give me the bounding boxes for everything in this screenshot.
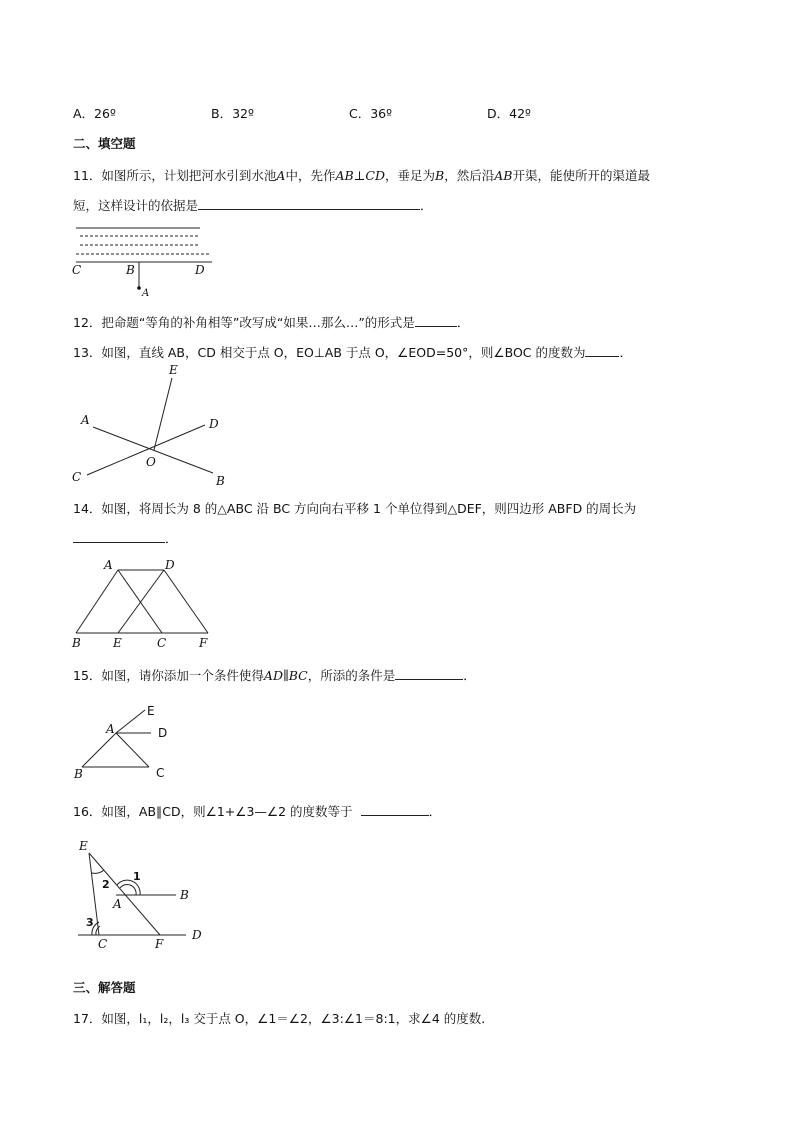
q13-text: 13．如图，直线 AB，CD 相交于点 O，EO⊥AB 于点 O，∠EOD=50°，则∠BOC 的度数为	[73, 345, 586, 360]
q12-text: 12．把命题“等角的补角相等”改写成“如果…那么…”的形式是	[73, 315, 415, 330]
q15-period: ．	[463, 668, 476, 683]
q15-label-c: C	[156, 766, 165, 780]
q16-label-f: F	[155, 937, 164, 951]
q11-foot: B	[435, 168, 445, 183]
q15-text-a: 15．如图，请你添加一个条件使得	[73, 668, 264, 683]
q15-relation: AD∥BC	[263, 668, 308, 683]
q14-line1: 14．如图，将周长为 8 的△ABC 沿 BC 方向向右平移 1 个单位得到△DEF，则四边形 ABFD 的周长为	[73, 501, 637, 516]
q14-period: ．	[165, 531, 178, 546]
q11-label-c: C	[72, 263, 82, 277]
q11-text-c: ，垂足为	[385, 168, 436, 183]
q11-label-a: A	[142, 288, 150, 299]
q14-label-a: A	[104, 558, 113, 572]
q11-perp: AB⊥CD	[335, 168, 386, 183]
q16-period: ．	[428, 804, 442, 819]
q14-label-c: C	[157, 636, 167, 650]
q17-line: 17．如图，l₁，l₂，l₃ 交于点 O，∠1＝∠2，∠3:∠1＝8:1，求∠4 的度数．	[73, 1011, 494, 1026]
q13-label-c: C	[72, 470, 82, 484]
q13-label-b: B	[216, 474, 225, 488]
q11-pool: A	[276, 168, 286, 183]
q14-label-f: F	[199, 636, 208, 650]
section-answer-title: 三、解答题	[73, 980, 136, 995]
q14-label-d: D	[165, 558, 175, 572]
q14-label-b: B	[72, 636, 81, 650]
q11-period: ．	[420, 198, 433, 213]
q16-label-angle1: 1	[133, 870, 141, 883]
q11-text-f: 短，这样设计的依据是	[73, 198, 199, 213]
q16-label-angle3: 3	[86, 916, 94, 929]
q16-label-e: E	[79, 839, 88, 853]
q15-label-d: D	[158, 726, 168, 740]
q12-period: ．	[456, 315, 470, 330]
q13-label-e: E	[169, 363, 178, 377]
q15-label-e: E	[147, 704, 155, 718]
q14-label-e: E	[113, 636, 122, 650]
q13-period: ．	[619, 345, 632, 360]
option-b: B．32º	[211, 106, 254, 121]
q11-text-a: 11．如图所示，计划把河水引到水池	[73, 168, 277, 183]
q13-label-a: A	[81, 413, 90, 427]
q11-text-b: 中，先作	[285, 168, 336, 183]
q11-label-b: B	[126, 263, 135, 277]
q11-text-d: ，然后沿	[444, 168, 495, 183]
q11-label-d: D	[195, 263, 205, 277]
q16-label-a: A	[113, 897, 122, 911]
q13-label-o: O	[146, 455, 156, 469]
option-a: A．26º	[73, 106, 116, 121]
option-c: C．36º	[349, 106, 393, 121]
q15-label-a: A	[106, 722, 115, 736]
q15-text-b: ，所添的条件是	[307, 668, 396, 683]
option-d: D．42º	[487, 106, 531, 121]
q16-label-d: D	[192, 928, 202, 942]
q11-ab: AB	[494, 168, 513, 183]
q16-label-b: B	[180, 888, 189, 902]
q15-label-b: B	[74, 767, 83, 781]
q16-text: 16．如图，AB∥CD，则∠1+∠3—∠2 的度数等于	[73, 804, 353, 819]
section-fill-in-title: 二、填空题	[73, 136, 136, 151]
q13-label-d: D	[209, 417, 219, 431]
q16-label-c: C	[98, 937, 108, 951]
q16-label-angle2: 2	[102, 878, 110, 891]
q11-text-e: 开渠，能使所开的渠道最	[512, 168, 650, 183]
